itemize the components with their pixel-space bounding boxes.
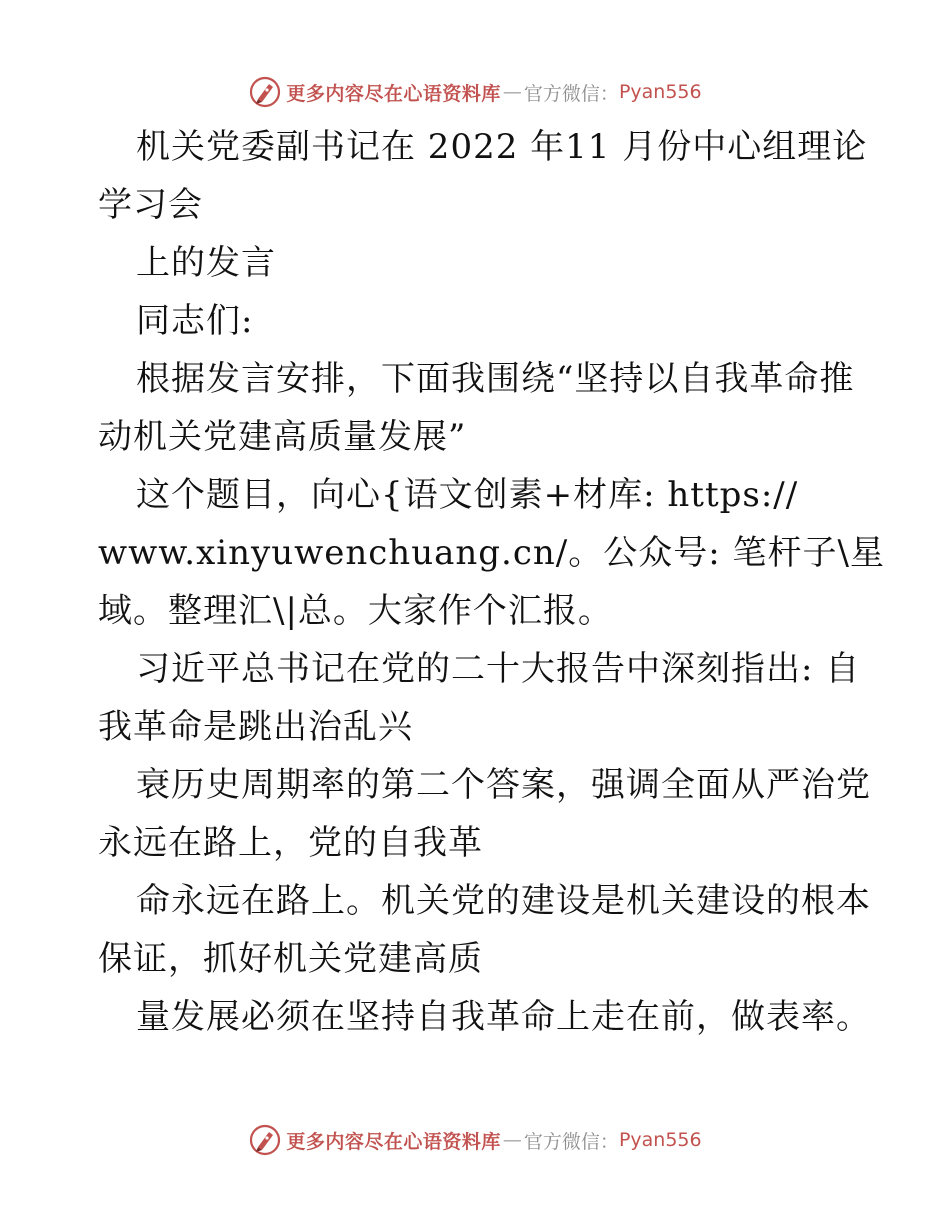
banner-brand-text: 更多内容尽在心语资料库 [286,1130,501,1153]
paragraph-line: 保证，抓好机关党建高质 [98,939,483,979]
banner-wechat-label: 官方微信： [523,1130,619,1153]
salutation: 同志们: [136,301,254,341]
header-watermark-banner [0,72,950,112]
paragraph-line: 量发展必须在坚持自我革命上走在前，做表率。 [136,997,871,1037]
banner-separator: — [502,81,522,103]
paragraph-line: 我革命是跳出治乱兴 [98,707,413,747]
banner-brand-text: 更多内容尽在心语资料库 [286,82,501,105]
paragraph-line: www.xinyuwenchuang.cn/。公众号: 笔杆子\星 [98,533,885,573]
paragraph-line: 根据发言安排，下面我围绕“坚持以自我革命推 [136,359,855,399]
title-line-3: 上的发言 [136,243,276,283]
title-line-2: 学习会 [98,185,203,225]
banner-wechat-label: 官方微信： [523,82,619,105]
pen-nib-circle-icon [248,75,282,109]
paragraph-line: 域。整理汇\|总。大家作个汇报。 [98,591,613,631]
paragraph-line: 习近平总书记在党的二十大报告中深刻指出: 自 [136,649,861,689]
banner-separator: — [502,1129,522,1151]
paragraph-line: 永远在路上，党的自我革 [98,823,483,863]
banner-wechat-id: Pyan556 [618,81,702,103]
pen-nib-circle-icon [248,1123,282,1157]
footer-watermark-banner [0,1120,950,1160]
banner-wechat-id: Pyan556 [618,1129,702,1151]
paragraph-line: 命永远在路上。机关党的建设是机关建设的根本 [136,881,871,921]
paragraph-line: 动机关党建高质量发展” [98,417,467,457]
paragraph-line: 衰历史周期率的第二个答案，强调全面从严治党 [136,765,871,805]
paragraph-line: 这个题目，向心{语文创素+材库: https:// [136,475,799,515]
title-line-1: 机关党委副书记在 2022 年11 月份中心组理论 [136,127,868,167]
